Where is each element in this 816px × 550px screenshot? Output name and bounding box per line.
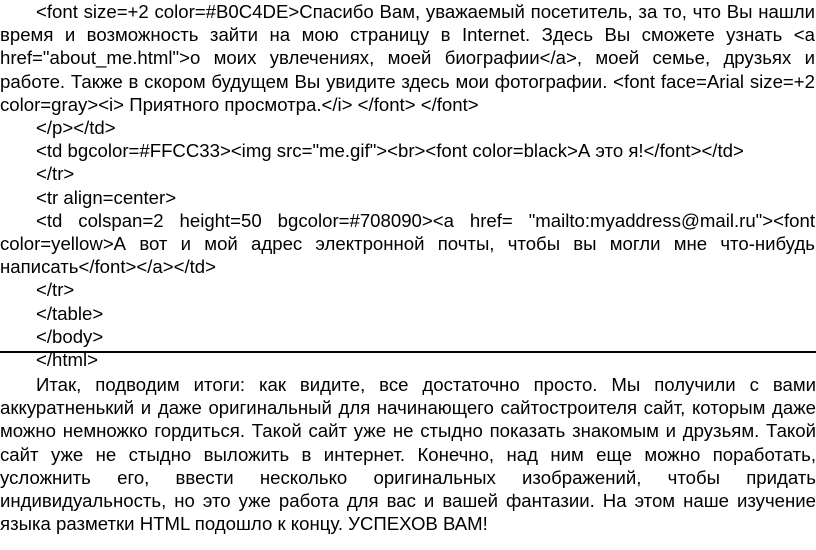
code-line-table-close: </table> — [36, 302, 104, 324]
code-line-p-td-close: </p></td> — [36, 117, 116, 139]
code-line-html-close: </html> — [36, 349, 99, 371]
code-line-tr-close: </tr> — [36, 163, 75, 185]
code-line-tr-center: <tr align=center> — [36, 186, 177, 208]
horizontal-divider — [0, 351, 816, 353]
code-line-tr-close-2: </tr> — [36, 279, 75, 301]
code-line-td-photo: <td bgcolor=#FFCC33><img src="me.gif"><br><font color=black>А это я!</font></td> — [36, 140, 744, 162]
summary-section — [0, 373, 816, 535]
code-paragraph-email: <td colspan=2 height=50 bgcolor=#708090><a href= "mailto:myaddress@mail.ru"><font color=yellow>А вот и мой адрес электронной почты, чтобы вы могли мне что-нибудь написать</font></a></td> — [0, 209, 815, 278]
summary-paragraph: Итак, подводим итоги: как видите, все достаточно просто. Мы получили с вами аккуратненький и даже оригинальный для начинающего сайтостроителя сайт, которым даже можно немножко гордиться. Такой сайт уже не стыдно показать знакомым и друзьям. Такой сайт уже не стыдно выложить в интернет. Конечно, над ним еще можно поработать, усложнить его, ввести несколько оригинальных изображений, чтобы придать индивидуальность, но это уже работа для вас и вашей фантазии. На этом наше изучение языка разметки HTML подошло к концу. УСПЕХОВ ВАМ! — [0, 374, 816, 535]
code-line-body-close: </body> — [36, 325, 104, 347]
code-paragraph-thanks: <font size=+2 color=#B0C4DE>Спасибо Вам, уважаемый посетитель, за то, что Вы нашли время и возможность зайти на мою страницу в Internet. Здесь Вы сможете узнать <a href="about_me.html">о моих увлечениях, моей биографии</a>, моей семье, друзьях и работе. Также в скором будущем Вы увидите здесь мои фотографии. <font face=Arial size=+2 color=gray><i> Приятного просмотра.</i> </font> </font> — [0, 1, 815, 115]
